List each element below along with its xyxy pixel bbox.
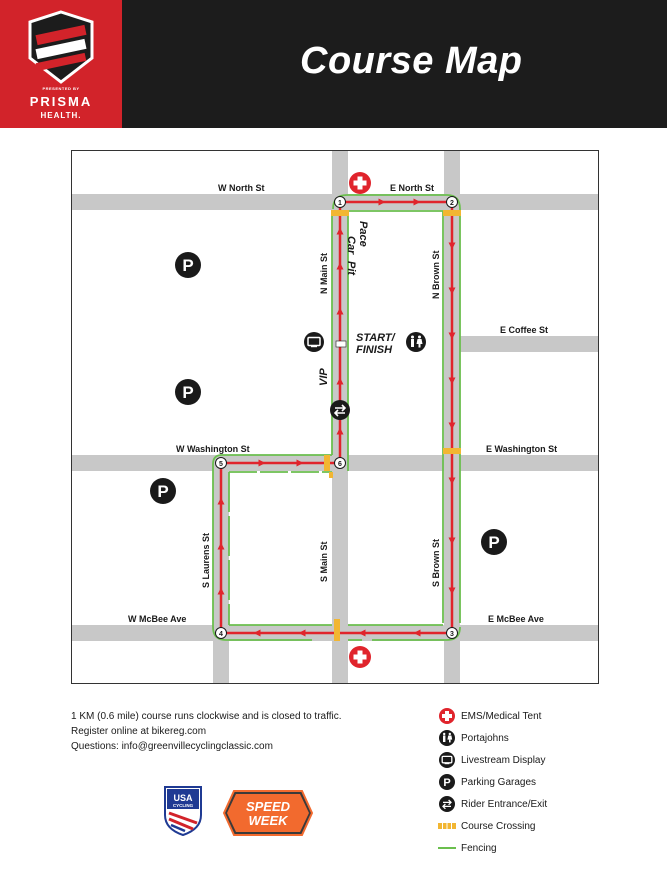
label-e-coffee-st: E Coffee St (500, 325, 549, 335)
svg-text:P: P (443, 777, 451, 789)
restroom-icon (438, 729, 456, 747)
page-header (0, 0, 667, 128)
legend-item-livestream (438, 749, 547, 771)
label-e-north-st: E North St (390, 183, 434, 193)
medical-cross-icon (349, 172, 371, 194)
usa-cycling-logo[interactable] (163, 785, 203, 837)
legend-item-portajohns (438, 727, 547, 749)
legend-label: Livestream Display (461, 754, 546, 766)
legend-item-fencing (438, 837, 547, 859)
legend-label: Fencing (461, 842, 497, 854)
legend-item-ems (438, 705, 547, 727)
speed-week-logo[interactable] (222, 789, 314, 837)
event-logo[interactable] (0, 0, 122, 128)
svg-text:USA: USA (173, 793, 193, 803)
course-map (71, 150, 599, 684)
label-car: Car (345, 236, 357, 255)
entrance-exit-icon (330, 400, 350, 420)
parking-icon (150, 478, 176, 504)
label-n-brown-st: N Brown St (431, 250, 441, 299)
legend-label: Portajohns (461, 732, 509, 744)
start-finish-line (336, 341, 346, 347)
turn-number: 2 (450, 199, 454, 207)
label-w-mcbee-ave: W McBee Ave (128, 614, 187, 624)
legend-label: EMS/Medical Tent (461, 710, 542, 722)
contact-email[interactable]: Questions: info@greenvillecyclingclassic.com (71, 741, 273, 752)
crossing-icon (438, 817, 456, 835)
monitor-icon (304, 332, 324, 352)
registration-text[interactable]: Register online at bikereg.com (71, 726, 207, 737)
page-title: Course Map (300, 40, 523, 82)
parking-icon (438, 773, 456, 791)
svg-text:P: P (157, 482, 169, 501)
label-finish: FINISH (356, 344, 393, 356)
label-e-mcbee-ave: E McBee Ave (488, 614, 544, 624)
turn-number: 4 (219, 630, 223, 638)
turn-marker-1 (335, 197, 346, 208)
presented-by-text: PRESENTED BY (42, 86, 80, 91)
legend-item-crossing (438, 815, 547, 837)
turn-number: 5 (219, 460, 223, 468)
sponsor-brand: PRISMA (29, 94, 93, 109)
label-s-brown-st: S Brown St (431, 538, 441, 587)
medical-cross-icon (438, 707, 456, 725)
label-s-laurens-st: S Laurens St (201, 532, 211, 588)
course-description: 1 KM (0.6 mile) course runs clockwise and is closed to traffic. (71, 711, 342, 722)
turn-marker-4 (216, 628, 227, 639)
turn-number: 1 (338, 199, 342, 207)
label-vip: VIP (318, 368, 330, 386)
turn-marker-5 (216, 458, 227, 469)
street-e-coffee (460, 336, 599, 352)
restroom-icon (406, 332, 426, 352)
label-pace: Pace (357, 221, 369, 247)
turn-number: 3 (450, 630, 454, 638)
legend-item-parking (438, 771, 547, 793)
label-w-washington-st: W Washington St (176, 444, 250, 454)
sponsor-brand-sub: HEALTH. (40, 111, 82, 120)
svg-text:SPEED: SPEED (245, 799, 291, 814)
label-s-main-st: S Main St (319, 541, 329, 582)
cycling-classic-badge-icon (28, 10, 94, 84)
map-legend (438, 705, 547, 859)
label-pit: Pit (345, 261, 357, 276)
label-w-north-st: W North St (218, 183, 265, 193)
turn-marker-6 (335, 458, 346, 469)
label-start: START/ (356, 332, 395, 344)
svg-text:P: P (182, 383, 194, 402)
svg-text:P: P (488, 533, 500, 552)
course-info (71, 709, 341, 754)
map-canvas (72, 151, 599, 684)
legend-label: Course Crossing (461, 820, 536, 832)
parking-icon (175, 379, 201, 405)
label-e-washington-st: E Washington St (486, 444, 558, 454)
turn-marker-2 (447, 197, 458, 208)
legend-label: Parking Garages (461, 776, 537, 788)
svg-text:CYCLING: CYCLING (172, 803, 194, 808)
parking-icon (175, 252, 201, 278)
turn-marker-3 (447, 628, 458, 639)
entrance-exit-icon (438, 795, 456, 813)
svg-text:P: P (182, 256, 194, 275)
label-n-main-st: N Main St (319, 252, 329, 294)
svg-text:WEEK: WEEK (248, 813, 288, 828)
parking-icon (481, 529, 507, 555)
monitor-icon (438, 751, 456, 769)
turn-number: 6 (338, 460, 342, 468)
legend-label: Rider Entrance/Exit (461, 798, 548, 810)
medical-cross-icon (349, 646, 371, 668)
legend-item-rider-entrance (438, 793, 547, 815)
fencing-icon (438, 839, 456, 857)
